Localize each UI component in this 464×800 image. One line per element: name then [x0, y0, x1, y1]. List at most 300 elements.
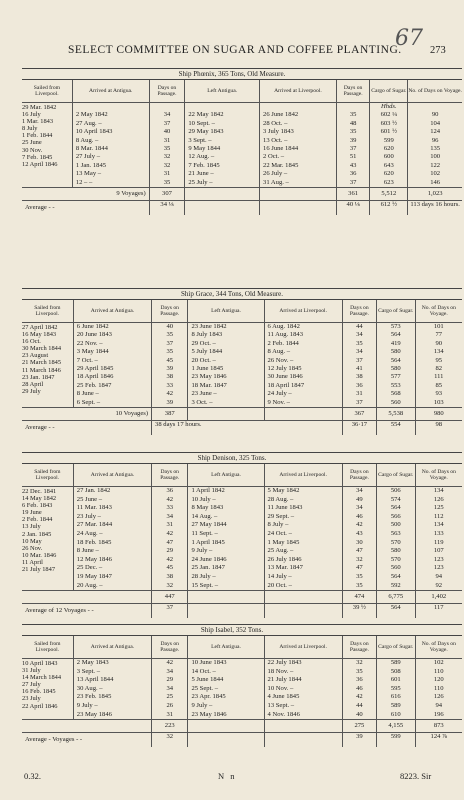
cell-arrived-liverpool: 2 Feb. 1844	[267, 339, 299, 347]
average-days-home: 39	[342, 733, 376, 748]
column-nodays	[415, 659, 462, 720]
sailed-date: 21 March 1845	[22, 359, 62, 367]
sailed-date: 10 May	[22, 537, 42, 545]
voyage-rows	[22, 659, 462, 720]
column-days1	[149, 103, 185, 188]
handwritten-number: 67	[395, 26, 423, 51]
total-total-nodays: 873	[415, 720, 462, 733]
sailed-date: 10 April 1843	[22, 660, 58, 667]
cell-left: 23 May 1846	[191, 373, 227, 381]
average-empty	[264, 604, 342, 619]
column-header-arrived-antigua: Arrived at Antigua.	[72, 80, 149, 103]
cell-arrived-antigua: 18 Feb. 1845	[76, 538, 112, 546]
cell-arrived-antigua: 18 April 1846	[76, 373, 114, 381]
average-row	[22, 200, 462, 215]
voyage-rows	[22, 103, 462, 188]
sailed-date: 10 Mar. 1846	[22, 551, 57, 559]
cell-days2: 31	[356, 390, 363, 398]
cell-nodays: 135	[430, 144, 441, 152]
sailed-date: 28 April	[22, 380, 44, 388]
cell-left: 3 Sept. –	[188, 136, 212, 144]
cell-nodays: 94	[435, 572, 443, 580]
column-header-days2: Days on Passage.	[336, 80, 370, 103]
cell-cargo: 601	[390, 676, 401, 684]
cell-cargo: 620	[383, 144, 394, 152]
cell-days1: 38	[166, 373, 174, 381]
cell-arrived-liverpool: 30 June 1846	[267, 373, 303, 381]
cell-cargo: 560	[390, 398, 401, 406]
cell-left: 29 Oct. –	[191, 339, 216, 347]
voyage-table	[22, 80, 462, 215]
sailed-date: 21 July 1847	[22, 566, 56, 574]
sailed-date: 14 March 1844	[22, 674, 62, 682]
cell-arrived-liverpool: 24 Oct. –	[267, 529, 292, 537]
cell-arrived-antigua: 13 April 1844	[76, 676, 114, 684]
cell-days2: 36	[349, 170, 357, 178]
cell-left: 18 Mar. 1847	[191, 381, 227, 389]
cell-nodays: 96	[431, 136, 439, 144]
column-header-sailed: Sailed from Liverpool.	[22, 80, 72, 103]
cell-cargo: 419	[390, 339, 401, 347]
cell-arrived-antigua: 19 May 1847	[76, 572, 112, 580]
cell-days1: 29	[166, 676, 174, 684]
cell-cargo: 566	[390, 512, 401, 520]
cell-days1: 42	[166, 659, 174, 666]
average-days-home: 36·17	[342, 420, 376, 435]
cell-arrived-liverpool: 5 May 1842	[267, 487, 300, 494]
cell-days1: 31	[163, 136, 171, 144]
cell-arrived-liverpool: 8 July –	[267, 521, 289, 529]
cell-cargo: 563	[390, 529, 401, 537]
average-days-home: 39 ½	[342, 604, 376, 619]
sailed-date: 1 Feb. 1844	[22, 132, 53, 140]
cell-arrived-liverpool: 8 Aug. –	[267, 348, 291, 356]
average-cargo: 612 ½	[370, 200, 408, 215]
cell-days2: 47	[356, 547, 363, 555]
cell-days1: 38	[166, 572, 174, 580]
cell-cargo: 580	[390, 348, 401, 356]
divider	[22, 624, 462, 625]
cell-left: 20 Oct. –	[191, 356, 216, 364]
sailed-date: 25 June	[22, 139, 42, 147]
column-arrived-liverpool	[264, 659, 342, 720]
signature-mark: N n	[218, 771, 237, 781]
cell-arrived-antigua: 27 Aug. –	[75, 119, 102, 127]
cell-cargo: 574	[390, 495, 401, 503]
cell-nodays: 126	[433, 693, 444, 701]
cell-nodays: 196	[433, 710, 444, 718]
column-left	[188, 487, 264, 591]
cell-nodays: 122	[430, 161, 441, 169]
cell-nodays: 112	[433, 512, 444, 520]
cell-days1: 39	[166, 364, 174, 372]
cell-cargo: 601 ½	[380, 128, 398, 136]
voyage-rows	[22, 323, 462, 408]
cell-left: 10 July –	[191, 495, 216, 503]
voyage-table	[22, 636, 462, 747]
cell-nodays: 101	[433, 323, 444, 330]
totals-row	[22, 720, 462, 733]
cell-nodays: 125	[433, 504, 444, 512]
average-days-outward: 32	[152, 733, 188, 748]
cell-days2: 34	[356, 504, 363, 512]
totals-row	[22, 591, 462, 604]
sailed-date: 11 March 1846	[22, 366, 61, 374]
cell-arrived-liverpool: 31 Aug. –	[263, 178, 289, 186]
cell-days1: 32	[163, 153, 171, 161]
sailed-date: 16 Feb. 1845	[22, 688, 56, 696]
cell-left: 12 Aug. –	[188, 153, 215, 161]
cell-nodays: 102	[433, 659, 444, 666]
cell-arrived-antigua: 6 Sept. –	[76, 398, 101, 406]
column-nodays	[408, 103, 462, 188]
cell-days1: 34	[166, 684, 174, 692]
column-cargo	[376, 659, 415, 720]
cell-nodays: 134	[433, 487, 444, 494]
voyage-table	[22, 300, 462, 435]
column-nodays	[415, 323, 462, 408]
catchword: 8223. Sir	[400, 771, 432, 781]
cell-cargo: 610	[390, 710, 401, 718]
cell-left: 27 May 1844	[191, 521, 227, 529]
cell-arrived-antigua: 9 July –	[76, 701, 98, 709]
cell-arrived-antigua: 13 May –	[75, 170, 102, 178]
cell-days1: 45	[166, 356, 174, 364]
cell-days1: 34	[163, 111, 171, 119]
cell-left: 5 June 1844	[191, 676, 224, 684]
sailed-date: 30 March 1844	[22, 345, 62, 353]
cell-nodays: 95	[435, 356, 443, 364]
average-cargo: 554	[376, 420, 415, 435]
totals-row	[22, 407, 462, 420]
cell-cargo: 568	[390, 390, 401, 398]
cell-left: 25 Sept. –	[191, 684, 218, 692]
total-total-days1: 307	[149, 187, 185, 200]
sailed-date: 7 Feb. 1845	[22, 153, 53, 161]
total-total-days2: 367	[342, 407, 376, 420]
column-header-arrived-antigua: Arrived at Antigua.	[73, 300, 151, 323]
total-total-nodays: 980	[415, 407, 462, 420]
cell-days2: 39	[349, 136, 357, 144]
total-empty	[264, 591, 342, 604]
cell-days2: 37	[356, 398, 363, 406]
column-header-left: Left Antigua.	[188, 464, 264, 487]
total-total-label	[22, 720, 152, 733]
cell-cargo: 643	[383, 161, 394, 169]
cell-arrived-antigua: 8 Aug. –	[75, 136, 99, 144]
cell-arrived-liverpool: 25 Aug. –	[267, 547, 294, 555]
cell-days2: 37	[349, 144, 357, 152]
cell-nodays: 124	[430, 128, 441, 136]
cell-left: 9 May 1844	[188, 144, 221, 152]
cell-left: 1 June 1845	[191, 364, 224, 372]
cell-days1: 42	[166, 390, 174, 398]
cell-arrived-liverpool: 28 Aug. –	[267, 495, 294, 503]
cell-cargo: 616	[390, 693, 401, 701]
cell-nodays: 103	[433, 398, 444, 406]
column-arrived-liverpool	[264, 487, 342, 591]
column-header-days2: Days on Passage.	[342, 636, 376, 659]
cell-arrived-antigua: 8 June –	[76, 547, 99, 555]
cell-left: 25 Jan. 1847	[191, 564, 225, 572]
sailed-date: 30 Nov.	[22, 146, 43, 154]
cell-arrived-antigua: 3 May 1844	[76, 348, 109, 356]
cell-nodays: 146	[430, 178, 441, 186]
column-days2	[342, 659, 376, 720]
cell-days2: 35	[356, 667, 363, 675]
cell-nodays: 123	[433, 555, 444, 563]
cell-left: 10 Sept. –	[188, 119, 215, 127]
cell-arrived-liverpool: 11 Aug. 1843	[267, 331, 303, 339]
cell-arrived-antigua: 20 June 1843	[76, 331, 112, 339]
sailed-date: 11 April	[22, 558, 43, 566]
cell-left: 14 Aug. –	[191, 512, 218, 520]
total-total-days2: 361	[336, 187, 370, 200]
total-total-cargo: 4,155	[376, 720, 415, 733]
cargo-unit: Hhds.	[381, 103, 397, 110]
cell-days2: 35	[356, 581, 363, 589]
sailed-date: 19 June	[22, 509, 42, 517]
column-header-arrived-antigua: Arrived at Antigua.	[73, 464, 151, 487]
cell-days1: 34	[166, 667, 174, 675]
cell-left: 5 July 1844	[191, 348, 223, 356]
cell-arrived-antigua: 6 June 1842	[76, 323, 109, 330]
cell-arrived-antigua: 22 Nov. –	[76, 339, 103, 347]
cell-days2: 35	[356, 572, 363, 580]
column-left	[188, 659, 264, 720]
cell-nodays: 110	[433, 684, 444, 692]
cell-arrived-liverpool: 26 June 1842	[263, 111, 299, 119]
average-cargo: 564	[376, 604, 415, 619]
divider	[22, 452, 462, 453]
cell-days2: 38	[356, 373, 363, 381]
average-label: Average - -	[22, 200, 149, 215]
cell-days1: 40	[163, 128, 171, 136]
sailed-date: 23 August	[22, 352, 49, 360]
cell-arrived-liverpool: 26 July –	[263, 170, 288, 178]
cell-days1: 39	[166, 398, 174, 406]
spacer	[188, 103, 259, 111]
cell-left: 1 April 1845	[191, 538, 225, 546]
cell-nodays: 134	[433, 521, 444, 529]
column-cargo	[376, 323, 415, 408]
total-total-nodays: 1,023	[408, 187, 462, 200]
cell-cargo: 600	[383, 153, 394, 161]
sailed-date: 31 July	[22, 667, 41, 675]
column-header-arrived-liverpool: Arrived at Liverpool.	[264, 300, 342, 323]
column-header-nodays: No. of Days on Voyage.	[415, 300, 462, 323]
cell-days1: 47	[166, 538, 174, 546]
cell-cargo: 589	[390, 701, 401, 709]
column-header-arrived-liverpool: Arrived at Liverpool.	[264, 636, 342, 659]
cell-days1: 36	[166, 487, 174, 494]
average-voyage-days: 117	[415, 604, 462, 619]
header-row	[22, 80, 462, 103]
header-row	[22, 636, 462, 659]
total-total-label	[22, 591, 152, 604]
sailed-date: 16 July	[22, 111, 41, 119]
cell-nodays: 123	[433, 564, 444, 572]
total-total-nodays: 1,402	[415, 591, 462, 604]
cell-arrived-antigua: 12 May 1846	[76, 555, 112, 563]
cell-left: 15 Sept. –	[191, 581, 218, 589]
cell-days1: 25	[166, 693, 174, 701]
cell-left: 14 Oct. –	[191, 667, 216, 675]
cell-arrived-antigua: 29 April 1845	[76, 364, 114, 372]
cell-days1: 34	[166, 512, 174, 520]
column-header-left: Left Antigua.	[188, 636, 264, 659]
column-header-arrived-liverpool: Arrived at Liverpool.	[264, 464, 342, 487]
cell-nodays: 93	[435, 390, 443, 398]
voyage-rows	[22, 487, 462, 591]
cell-arrived-liverpool: 3 July 1843	[263, 128, 294, 136]
cell-arrived-antigua: 2 May 1843	[76, 659, 109, 666]
cell-left: 23 June 1842	[191, 323, 227, 330]
column-nodays	[415, 487, 462, 591]
cell-arrived-liverpool: 12 July 1845	[267, 364, 302, 372]
sailed-date: 2 Jan. 1845	[22, 530, 52, 538]
average-empty	[188, 733, 264, 748]
spacer	[76, 103, 149, 111]
spacer	[150, 103, 185, 111]
cell-arrived-liverpool: 4 Nov. 1846	[267, 710, 300, 718]
total-total-days1: 387	[152, 407, 188, 420]
cell-left: 9 July –	[191, 701, 213, 709]
column-arrived-antigua	[73, 487, 151, 591]
cell-days1: 33	[166, 504, 174, 512]
cell-days2: 41	[356, 364, 363, 372]
sailed-date: 27 July	[22, 681, 41, 689]
cell-days2: 42	[356, 521, 363, 529]
cell-days1: 26	[166, 701, 174, 709]
column-days2	[342, 323, 376, 408]
cell-nodays: 90	[435, 339, 443, 347]
cell-arrived-liverpool: 9 Nov. –	[267, 398, 290, 406]
cell-days2: 43	[356, 529, 363, 537]
cell-arrived-antigua: 10 April 1843	[75, 128, 113, 136]
total-empty	[260, 187, 337, 200]
cell-arrived-liverpool: 20 Oct. –	[267, 581, 292, 589]
cell-cargo: 570	[390, 555, 401, 563]
cell-days1: 31	[163, 170, 171, 178]
cell-arrived-liverpool: 22 July 1843	[267, 659, 302, 666]
cell-nodays: 104	[430, 119, 441, 127]
cell-days1: 42	[166, 529, 174, 537]
average-days-outward: 37	[152, 604, 188, 619]
column-days1	[152, 323, 188, 408]
column-header-days2: Days on Passage.	[342, 464, 376, 487]
sailed-date: 6 Feb. 1843	[22, 502, 53, 510]
total-empty	[188, 720, 264, 733]
cell-days2: 47	[356, 564, 363, 572]
divider	[22, 68, 462, 69]
cell-left: 25 July –	[188, 178, 213, 186]
average-label: Average of 12 Voyages - -	[22, 604, 152, 619]
total-total-days2: 275	[342, 720, 376, 733]
cell-days2: 30	[356, 538, 363, 546]
spacer	[408, 103, 462, 111]
cell-left: 23 May 1846	[191, 710, 227, 718]
average-days-home: 40 ⅛	[336, 200, 370, 215]
cell-days2: 44	[356, 323, 363, 330]
cell-days1: 42	[166, 495, 174, 503]
total-empty	[188, 407, 264, 420]
cell-nodays: 100	[430, 153, 441, 161]
ship-caption: Ship Denison, 325 Tons.	[197, 454, 267, 462]
average-voyage-days: 98	[415, 420, 462, 435]
total-total-cargo: 5,512	[370, 187, 408, 200]
sailed-date: 26 Nov.	[22, 544, 43, 552]
header-row	[22, 300, 462, 323]
column-days2	[336, 103, 370, 188]
sailed-date: 1 Mar. 1843	[22, 118, 54, 126]
average-label: Average - Voyages - -	[22, 733, 152, 748]
sailed-date: 22 Dec. 1841	[22, 488, 57, 495]
cell-left: 1 April 1842	[191, 487, 225, 494]
cell-days1: 35	[163, 144, 171, 152]
cell-cargo: 573	[390, 323, 401, 330]
average-empty	[185, 200, 260, 215]
cell-arrived-liverpool: 2 Oct. –	[263, 153, 285, 161]
cell-arrived-liverpool: 21 July 1844	[267, 676, 302, 684]
cell-arrived-liverpool: 26 Nov. –	[267, 356, 294, 364]
sailed-column	[22, 323, 73, 408]
total-total-days1: 447	[152, 591, 188, 604]
total-total-days2: 474	[342, 591, 376, 604]
column-header-arrived-antigua: Arrived at Antigua.	[73, 636, 151, 659]
average-days-outward: 38 days 17 hours.	[152, 420, 343, 435]
cell-left: 8 July 1843	[191, 331, 223, 339]
average-row	[22, 420, 462, 435]
sailed-column	[22, 659, 73, 720]
sailed-date: 13 July	[22, 523, 41, 531]
page-title: SELECT COMMITTEE ON SUGAR AND COFFEE PLANTING.	[68, 44, 402, 56]
column-header-nodays: No. of Days on Voyage.	[415, 464, 462, 487]
cell-nodays: 92	[435, 581, 443, 589]
column-arrived-liverpool	[264, 323, 342, 408]
cell-arrived-antigua: 23 Feb. 1845	[76, 693, 112, 701]
cell-left: 7 Feb. 1845	[188, 161, 220, 169]
cell-days1: 35	[166, 348, 174, 356]
cell-cargo: 602 ¼	[380, 111, 398, 119]
column-header-days1: Days on Passage.	[149, 80, 185, 103]
cell-arrived-antigua: 25 June –	[76, 495, 103, 503]
divider	[22, 288, 462, 289]
spacer	[337, 103, 370, 111]
sailed-column	[22, 487, 73, 591]
cell-days1: 32	[166, 581, 174, 589]
cell-nodays: 120	[433, 676, 444, 684]
sailed-date: 23 Jan. 1847	[22, 373, 55, 381]
total-empty	[264, 407, 342, 420]
cell-days2: 34	[356, 331, 363, 339]
total-empty	[188, 591, 264, 604]
footer-mark: 0.32.	[24, 771, 41, 781]
column-header-sailed: Sailed from Liverpool.	[22, 464, 73, 487]
cell-days2: 34	[356, 348, 363, 356]
cell-days2: 34	[356, 487, 363, 494]
cell-nodays: 107	[433, 547, 444, 555]
total-total-label: 10 Voyages)	[22, 407, 152, 420]
cell-days1: 40	[166, 323, 174, 330]
cell-left: 21 June –	[188, 170, 214, 178]
cell-arrived-antigua: 3 Sept. –	[76, 667, 101, 675]
cell-left: 9 July –	[191, 547, 213, 555]
column-header-cargo: Cargo of Sugar.	[376, 464, 415, 487]
cell-days1: 32	[163, 161, 171, 169]
cell-left: 24 June 1846	[191, 555, 227, 563]
cell-cargo: 592	[390, 581, 401, 589]
